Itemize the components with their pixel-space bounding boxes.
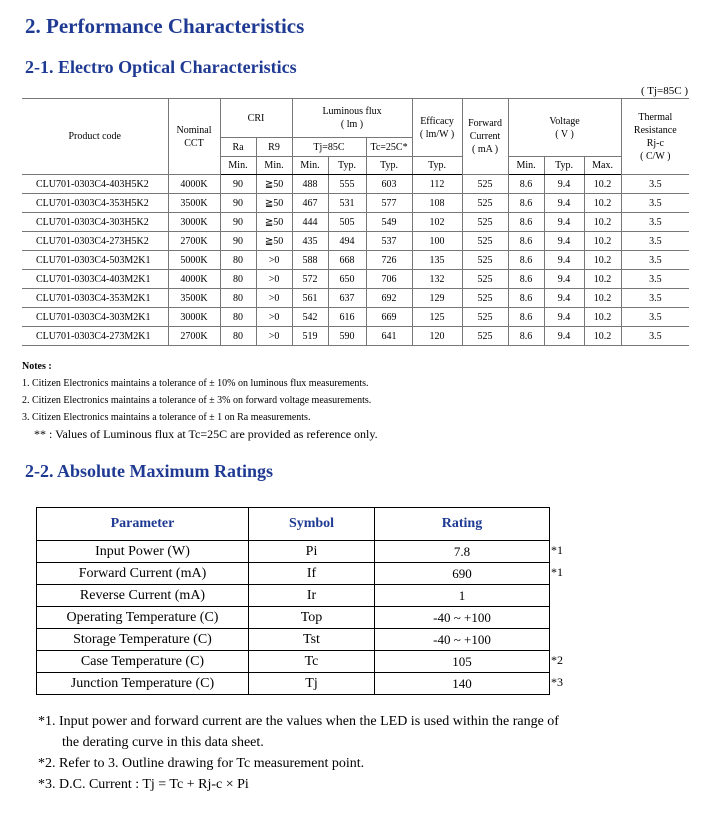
cell-cct: 4000K bbox=[168, 175, 220, 194]
rating-reference: *2 bbox=[551, 653, 563, 667]
table-row bbox=[37, 585, 550, 607]
cell-forward-current: 525 bbox=[462, 308, 508, 327]
cell-cct: 2700K bbox=[168, 232, 220, 251]
cell-efficacy: 132 bbox=[412, 270, 462, 289]
cell-voltage-min: 8.6 bbox=[508, 327, 544, 346]
header-voltage-unit: ( V ) bbox=[555, 128, 574, 140]
cell-efficacy: 129 bbox=[412, 289, 462, 308]
table-row bbox=[37, 607, 550, 629]
table-row bbox=[22, 232, 689, 251]
cell-product-code: CLU701-0303C4-273M2K1 bbox=[22, 327, 168, 346]
header-thermal-resistance bbox=[621, 99, 689, 175]
cell-flux-tc-typ: 603 bbox=[366, 175, 412, 194]
cell-ra: 80 bbox=[220, 327, 256, 346]
cell-cct: 3500K bbox=[168, 289, 220, 308]
cell-flux-tc-typ: 706 bbox=[366, 270, 412, 289]
header-flux-tc-typ: Typ. bbox=[366, 157, 412, 175]
cell-flux-min: 519 bbox=[292, 327, 328, 346]
cell-r9: >0 bbox=[256, 327, 292, 346]
cell-ra: 90 bbox=[220, 175, 256, 194]
cell-symbol: Tst bbox=[249, 629, 375, 651]
header-r9: R9 bbox=[256, 138, 292, 157]
cell-flux-typ: 531 bbox=[328, 194, 366, 213]
cell-flux-tc-typ: 549 bbox=[366, 213, 412, 232]
cell-product-code: CLU701-0303C4-303H5K2 bbox=[22, 213, 168, 232]
cell-voltage-max: 10.2 bbox=[584, 289, 621, 308]
cell-product-code: CLU701-0303C4-403M2K1 bbox=[22, 270, 168, 289]
cell-r9: ≧50 bbox=[256, 232, 292, 251]
footnote-1-cont: the derating curve in this data sheet. bbox=[62, 735, 264, 750]
note-item: ** : Values of Luminous flux at Tc=25C are provided as reference only. bbox=[34, 427, 378, 441]
cell-rating: -40 ~ +100 bbox=[375, 629, 550, 651]
cell-symbol: Pi bbox=[249, 541, 375, 563]
rating-reference: *1 bbox=[551, 543, 563, 557]
cell-voltage-max: 10.2 bbox=[584, 213, 621, 232]
cell-flux-tc-typ: 692 bbox=[366, 289, 412, 308]
table-row bbox=[37, 651, 550, 673]
cell-voltage-max: 10.2 bbox=[584, 251, 621, 270]
cell-voltage-max: 10.2 bbox=[584, 308, 621, 327]
cell-param: Input Power (W) bbox=[37, 541, 249, 563]
cell-voltage-typ: 9.4 bbox=[544, 194, 584, 213]
cell-rating: 7.8 bbox=[375, 541, 550, 563]
table-row bbox=[37, 541, 550, 563]
cell-voltage-max: 10.2 bbox=[584, 270, 621, 289]
cell-product-code: CLU701-0303C4-353M2K1 bbox=[22, 289, 168, 308]
header-th-unit: ( C/W ) bbox=[640, 150, 671, 162]
cell-cct: 3000K bbox=[168, 213, 220, 232]
cell-cct: 5000K bbox=[168, 251, 220, 270]
cell-flux-min: 588 bbox=[292, 251, 328, 270]
cell-param: Case Temperature (C) bbox=[37, 651, 249, 673]
header-th-label2: Resistance bbox=[633, 124, 677, 136]
cell-thermal-resistance: 3.5 bbox=[621, 194, 689, 213]
cell-voltage-min: 8.6 bbox=[508, 270, 544, 289]
cell-product-code: CLU701-0303C4-303M2K1 bbox=[22, 308, 168, 327]
cell-voltage-typ: 9.4 bbox=[544, 232, 584, 251]
notes bbox=[22, 358, 378, 443]
header-ra-min: Min. bbox=[220, 157, 256, 175]
electro-optical-body bbox=[22, 175, 689, 346]
cell-thermal-resistance: 3.5 bbox=[621, 270, 689, 289]
cell-thermal-resistance: 3.5 bbox=[621, 213, 689, 232]
cell-voltage-typ: 9.4 bbox=[544, 213, 584, 232]
cell-flux-tc-typ: 726 bbox=[366, 251, 412, 270]
header-symbol: Symbol bbox=[249, 508, 375, 541]
cell-voltage-min: 8.6 bbox=[508, 175, 544, 194]
cell-flux-min: 435 bbox=[292, 232, 328, 251]
cell-flux-min: 467 bbox=[292, 194, 328, 213]
cell-rating: -40 ~ +100 bbox=[375, 607, 550, 629]
cell-voltage-typ: 9.4 bbox=[544, 251, 584, 270]
cell-ra: 90 bbox=[220, 232, 256, 251]
cell-param: Operating Temperature (C) bbox=[37, 607, 249, 629]
cell-product-code: CLU701-0303C4-503M2K1 bbox=[22, 251, 168, 270]
absolute-max-body bbox=[37, 541, 550, 695]
header-flux-min: Min. bbox=[292, 157, 328, 175]
table-row bbox=[22, 308, 689, 327]
cell-efficacy: 100 bbox=[412, 232, 462, 251]
page-heading: 2. Performance Characteristics bbox=[25, 14, 305, 38]
table-row bbox=[22, 327, 689, 346]
cell-voltage-min: 8.6 bbox=[508, 308, 544, 327]
note-item: 2. Citizen Electronics maintains a tolerance of ± 3% on forward voltage measurements. bbox=[22, 395, 372, 406]
cell-ra: 80 bbox=[220, 308, 256, 327]
header-th-symbol: Rj-c bbox=[646, 137, 664, 149]
header-flux-unit: ( lm ) bbox=[340, 119, 364, 130]
cell-ra: 80 bbox=[220, 251, 256, 270]
cell-r9: ≧50 bbox=[256, 175, 292, 194]
header-voltage bbox=[508, 99, 621, 157]
header-voltage-max: Max. bbox=[584, 157, 621, 175]
header-ra: Ra bbox=[220, 138, 256, 157]
cell-efficacy: 108 bbox=[412, 194, 462, 213]
notes-title: Notes : bbox=[22, 361, 52, 372]
cell-r9: >0 bbox=[256, 270, 292, 289]
cell-rating: 105 bbox=[375, 651, 550, 673]
cell-forward-current: 525 bbox=[462, 232, 508, 251]
cell-flux-tc-typ: 577 bbox=[366, 194, 412, 213]
header-flux-typ: Typ. bbox=[328, 157, 366, 175]
note-item: 3. Citizen Electronics maintains a tolerance of ± 1 on Ra measurements. bbox=[22, 412, 311, 423]
cell-r9: >0 bbox=[256, 289, 292, 308]
cell-thermal-resistance: 3.5 bbox=[621, 289, 689, 308]
table-row bbox=[22, 213, 689, 232]
cell-forward-current: 525 bbox=[462, 327, 508, 346]
electro-optical-table bbox=[22, 98, 689, 346]
cell-flux-typ: 637 bbox=[328, 289, 366, 308]
header-fc-label1: Forward bbox=[468, 118, 502, 129]
cell-thermal-resistance: 3.5 bbox=[621, 232, 689, 251]
cell-efficacy: 135 bbox=[412, 251, 462, 270]
cell-thermal-resistance: 3.5 bbox=[621, 308, 689, 327]
cell-flux-min: 488 bbox=[292, 175, 328, 194]
header-cct: CCT bbox=[184, 137, 204, 149]
cell-voltage-typ: 9.4 bbox=[544, 175, 584, 194]
cell-product-code: CLU701-0303C4-353H5K2 bbox=[22, 194, 168, 213]
cell-voltage-max: 10.2 bbox=[584, 194, 621, 213]
table-row bbox=[22, 175, 689, 194]
cell-param: Junction Temperature (C) bbox=[37, 673, 249, 695]
header-tj85: Tj=85C bbox=[292, 138, 366, 157]
cell-flux-min: 561 bbox=[292, 289, 328, 308]
cell-flux-typ: 555 bbox=[328, 175, 366, 194]
cell-rating: 140 bbox=[375, 673, 550, 695]
cell-param: Storage Temperature (C) bbox=[37, 629, 249, 651]
cell-forward-current: 525 bbox=[462, 251, 508, 270]
header-rating: Rating bbox=[375, 508, 550, 541]
cell-rating: 1 bbox=[375, 585, 550, 607]
cell-efficacy: 125 bbox=[412, 308, 462, 327]
cell-voltage-typ: 9.4 bbox=[544, 327, 584, 346]
cell-voltage-min: 8.6 bbox=[508, 251, 544, 270]
cell-r9: ≧50 bbox=[256, 194, 292, 213]
cell-voltage-min: 8.6 bbox=[508, 213, 544, 232]
cell-thermal-resistance: 3.5 bbox=[621, 251, 689, 270]
header-tc25: Tc=25C* bbox=[366, 138, 412, 157]
cell-efficacy: 120 bbox=[412, 327, 462, 346]
cell-ra: 90 bbox=[220, 194, 256, 213]
measurement-condition: ( Tj=85C ) bbox=[641, 85, 688, 97]
cell-cct: 2700K bbox=[168, 327, 220, 346]
cell-forward-current: 525 bbox=[462, 194, 508, 213]
header-efficacy-unit: ( lm/W ) bbox=[419, 128, 455, 140]
cell-forward-current: 525 bbox=[462, 289, 508, 308]
cell-flux-typ: 590 bbox=[328, 327, 366, 346]
header-efficacy bbox=[412, 99, 462, 157]
cell-rating: 690 bbox=[375, 563, 550, 585]
cell-ra: 90 bbox=[220, 213, 256, 232]
header-nominal-cct bbox=[168, 99, 220, 175]
cell-product-code: CLU701-0303C4-403H5K2 bbox=[22, 175, 168, 194]
footnote-1: *1. Input power and forward current are the values when the LED is used within the range of bbox=[38, 714, 559, 729]
cell-flux-typ: 616 bbox=[328, 308, 366, 327]
header-fc-unit: ( mA ) bbox=[471, 144, 499, 155]
cell-flux-typ: 505 bbox=[328, 213, 366, 232]
cell-thermal-resistance: 3.5 bbox=[621, 175, 689, 194]
cell-ra: 80 bbox=[220, 270, 256, 289]
header-cri: CRI bbox=[220, 99, 292, 138]
cell-voltage-typ: 9.4 bbox=[544, 270, 584, 289]
rating-reference: *1 bbox=[551, 565, 563, 579]
cell-flux-typ: 494 bbox=[328, 232, 366, 251]
cell-efficacy: 112 bbox=[412, 175, 462, 194]
header-r9-min: Min. bbox=[256, 157, 292, 175]
cell-symbol: Ir bbox=[249, 585, 375, 607]
header-efficacy-typ: Typ. bbox=[412, 157, 462, 175]
cell-r9: ≧50 bbox=[256, 213, 292, 232]
cell-flux-min: 542 bbox=[292, 308, 328, 327]
footnote-2: *2. Refer to 3. Outline drawing for Tc measurement point. bbox=[38, 756, 365, 771]
cell-product-code: CLU701-0303C4-273H5K2 bbox=[22, 232, 168, 251]
cell-param: Reverse Current (mA) bbox=[37, 585, 249, 607]
header-forward-current bbox=[462, 99, 508, 175]
cell-symbol: Tc bbox=[249, 651, 375, 673]
cell-voltage-min: 8.6 bbox=[508, 232, 544, 251]
note-item: 1. Citizen Electronics maintains a tolerance of ± 10% on luminous flux measurements. bbox=[22, 378, 369, 389]
cell-forward-current: 525 bbox=[462, 270, 508, 289]
header-fc-label2: Current bbox=[469, 131, 501, 142]
cell-voltage-min: 8.6 bbox=[508, 289, 544, 308]
cell-cct: 3000K bbox=[168, 308, 220, 327]
section-title-electro-optical: 2-1. Electro Optical Characteristics bbox=[25, 57, 297, 77]
header-product-code: Product code bbox=[22, 99, 168, 175]
cell-forward-current: 525 bbox=[462, 213, 508, 232]
table-row bbox=[22, 289, 689, 308]
cell-flux-min: 572 bbox=[292, 270, 328, 289]
table-row bbox=[22, 251, 689, 270]
cell-ra: 80 bbox=[220, 289, 256, 308]
cell-flux-typ: 668 bbox=[328, 251, 366, 270]
cell-flux-tc-typ: 641 bbox=[366, 327, 412, 346]
header-flux-label: Luminous flux bbox=[322, 106, 382, 117]
cell-r9: >0 bbox=[256, 308, 292, 327]
cell-symbol: Tj bbox=[249, 673, 375, 695]
absolute-max-ratings-table bbox=[36, 507, 550, 695]
header-parameter: Parameter bbox=[37, 508, 249, 541]
cell-r9: >0 bbox=[256, 251, 292, 270]
cell-flux-tc-typ: 537 bbox=[366, 232, 412, 251]
footnotes bbox=[38, 711, 638, 795]
header-voltage-min: Min. bbox=[508, 157, 544, 175]
table-row bbox=[22, 270, 689, 289]
cell-symbol: If bbox=[249, 563, 375, 585]
footnote-3: *3. D.C. Current : Tj = Tc + Rj-c × Pi bbox=[38, 777, 249, 792]
header-nominal: Nominal bbox=[176, 124, 212, 136]
cell-voltage-typ: 9.4 bbox=[544, 289, 584, 308]
cell-symbol: Top bbox=[249, 607, 375, 629]
cell-voltage-max: 10.2 bbox=[584, 327, 621, 346]
cell-voltage-max: 10.2 bbox=[584, 232, 621, 251]
cell-flux-typ: 650 bbox=[328, 270, 366, 289]
table-row bbox=[37, 629, 550, 651]
table-row bbox=[22, 194, 689, 213]
cell-voltage-max: 10.2 bbox=[584, 175, 621, 194]
cell-forward-current: 525 bbox=[462, 175, 508, 194]
header-voltage-label: Voltage bbox=[549, 115, 580, 127]
header-efficacy-label: Efficacy bbox=[420, 115, 454, 127]
cell-voltage-typ: 9.4 bbox=[544, 308, 584, 327]
cell-cct: 4000K bbox=[168, 270, 220, 289]
table-row bbox=[37, 563, 550, 585]
table-row bbox=[37, 673, 550, 695]
cell-efficacy: 102 bbox=[412, 213, 462, 232]
cell-voltage-min: 8.6 bbox=[508, 194, 544, 213]
cell-flux-min: 444 bbox=[292, 213, 328, 232]
section-title-absolute-max: 2-2. Absolute Maximum Ratings bbox=[25, 461, 274, 481]
cell-param: Forward Current (mA) bbox=[37, 563, 249, 585]
rating-reference: *3 bbox=[551, 675, 563, 689]
cell-thermal-resistance: 3.5 bbox=[621, 327, 689, 346]
header-luminous-flux bbox=[292, 99, 412, 138]
cell-cct: 3500K bbox=[168, 194, 220, 213]
header-voltage-typ: Typ. bbox=[544, 157, 584, 175]
header-th-label1: Thermal bbox=[638, 111, 673, 123]
cell-flux-tc-typ: 669 bbox=[366, 308, 412, 327]
